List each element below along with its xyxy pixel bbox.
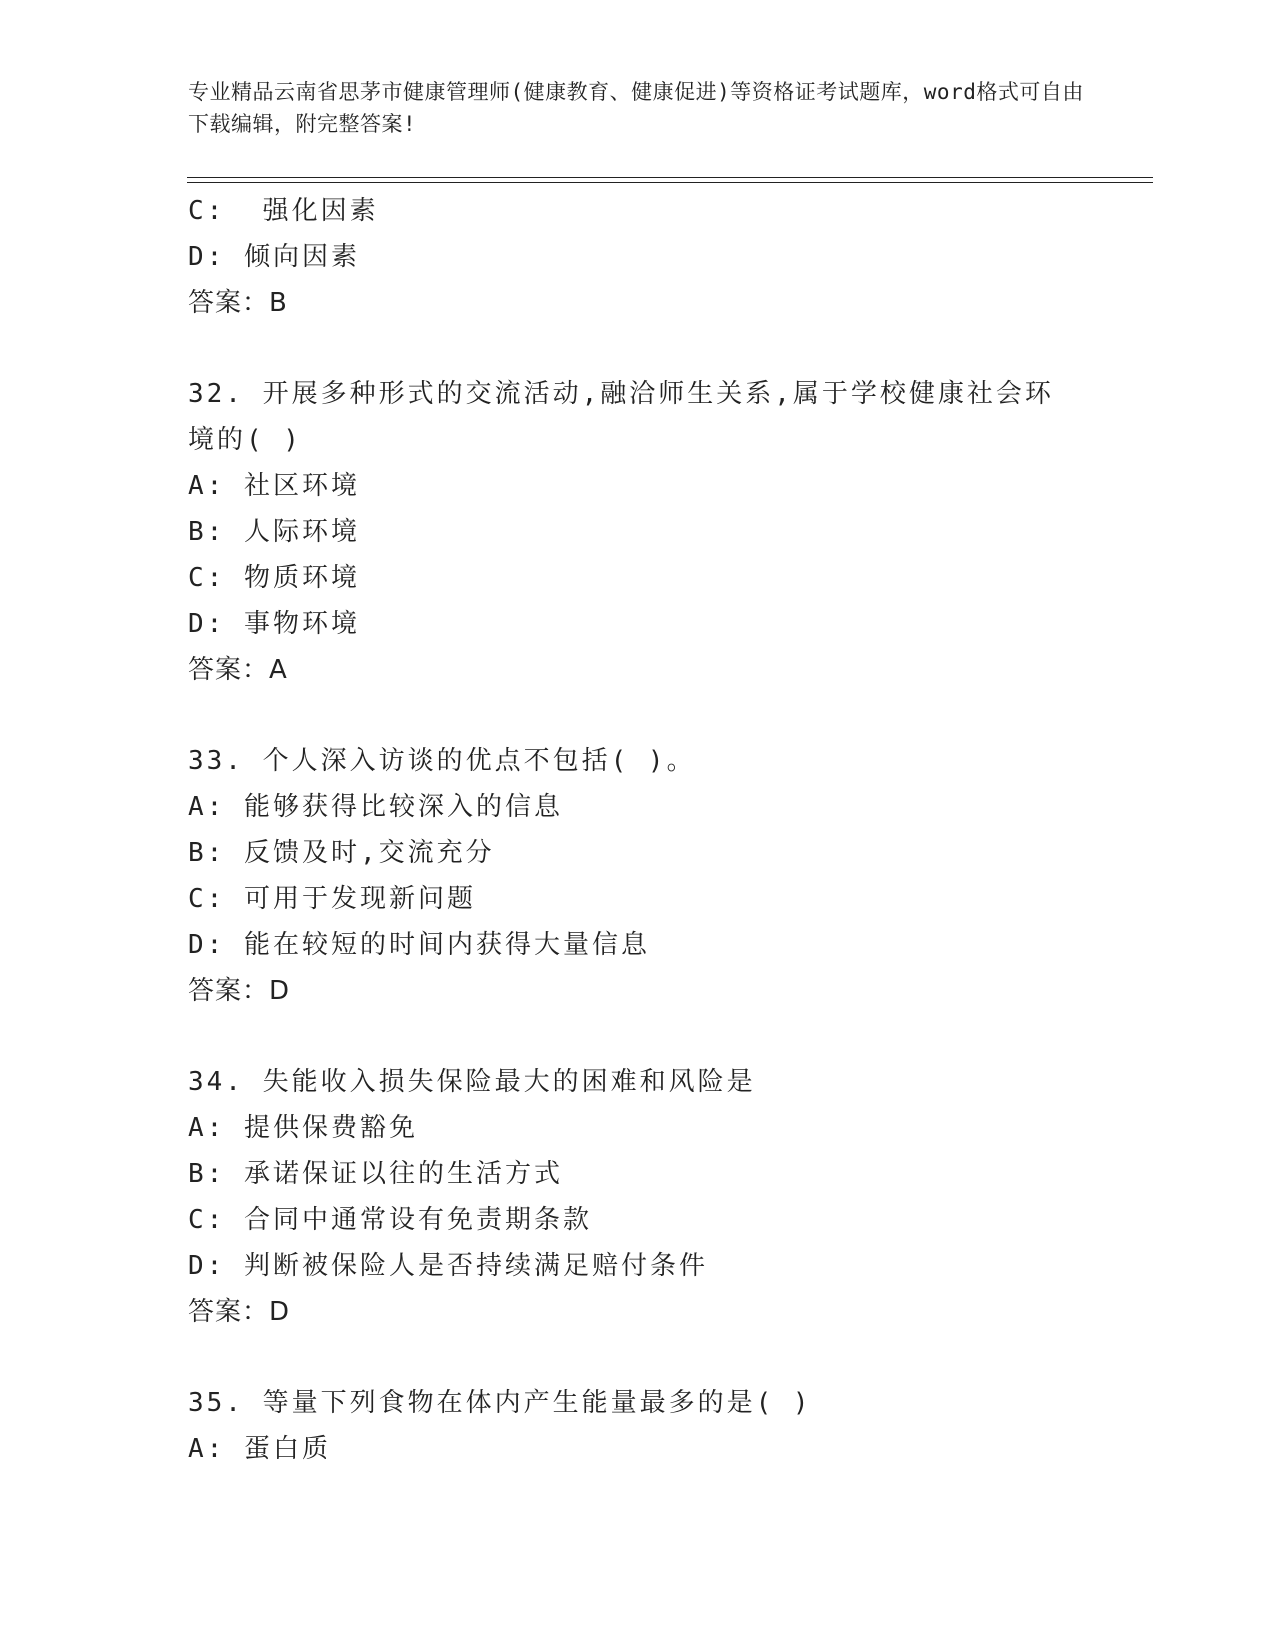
answer: 答案：D: [188, 976, 291, 1006]
question-33: [188, 738, 1088, 1014]
option-a: A: 社区环境: [188, 471, 360, 501]
question-text: 35. 等量下列食物在体内产生能量最多的是( ): [188, 1388, 812, 1418]
option-c: C: 物质环境: [188, 563, 360, 593]
question-text: 34. 失能收入损失保险最大的困难和风险是: [188, 1067, 756, 1097]
option-b: B: 反馈及时,交流充分: [188, 838, 495, 868]
answer: 答案：D: [188, 1297, 291, 1327]
option-d: D: 判断被保险人是否持续满足赔付条件: [188, 1251, 708, 1281]
answer: 答案：B: [188, 288, 288, 318]
option-d: D: 能在较短的时间内获得大量信息: [188, 930, 650, 960]
header-rule-top: [187, 177, 1153, 178]
option-c: C: 合同中通常设有免责期条款: [188, 1205, 592, 1235]
option-d: D: 倾向因素: [188, 242, 360, 272]
option-a: A: 蛋白质: [188, 1434, 331, 1464]
option-c: C: 强化因素: [188, 196, 379, 226]
option-c: C: 可用于发现新问题: [188, 884, 476, 914]
option-a: A: 能够获得比较深入的信息: [188, 792, 563, 822]
question-35: [188, 1380, 1088, 1472]
header-rule-bottom: [187, 182, 1153, 183]
question-text: 33. 个人深入访谈的优点不包括( )。: [188, 746, 696, 776]
option-b: B: 人际环境: [188, 517, 360, 547]
option-d: D: 事物环境: [188, 609, 360, 639]
question-text: 32. 开展多种形式的交流活动,融洽师生关系,属于学校健康社会环境的( ): [188, 379, 1054, 455]
option-a: A: 提供保费豁免: [188, 1113, 418, 1143]
page-header: 专业精品云南省思茅市健康管理师(健康教育、健康促进)等资格证考试题库，word格式可自由下载编辑，附完整答案!: [188, 80, 1084, 136]
question-34: [188, 1059, 1088, 1335]
question-32: [188, 371, 1088, 693]
answer: 答案：A: [188, 655, 288, 685]
option-b: B: 承诺保证以往的生活方式: [188, 1159, 563, 1189]
question-31-tail: [188, 188, 1088, 326]
question-list: [188, 188, 1088, 1472]
